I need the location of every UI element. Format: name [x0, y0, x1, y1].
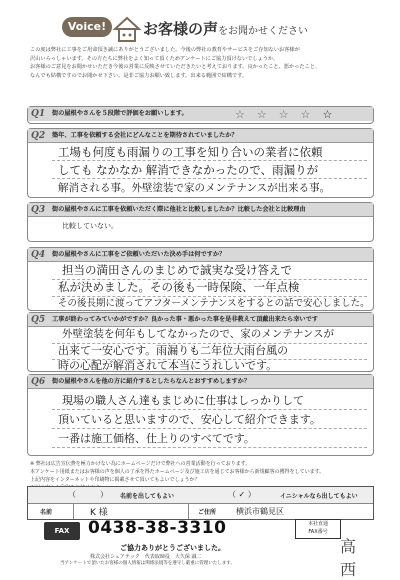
- company-info: 株式会社シェアテック 代表取締役 大久保 誠二: [90, 554, 202, 560]
- privacy-notice: 当アンケートで頂いたお客様の個人情報は関係法規等を遵守し厳重に管理いたします。: [60, 561, 235, 566]
- answer-line: 私が決めました。その後も一時保険、一年点検: [58, 280, 300, 294]
- answer-line: 比較していない。: [62, 222, 118, 230]
- name-label: 名前: [40, 509, 53, 516]
- publish-consent-box: [27, 486, 374, 520]
- question-2: Q2 築年、工事を依頼する会社にどんなことを期待されていましたか？ 工場も何度も雨漏りの工事を知り合いの業者に依頼 しても なかなか 解消できなかったので、雨漏りが 解消される事。外壁塗装で家のメンテナンスが出来る事。: [27, 128, 374, 198]
- answer-line: 工場も何度も雨漏りの工事を知り合いの業者に依頼: [58, 145, 323, 159]
- answer-line: 解消される事。外壁塗装で家のメンテナンスが出来る事。: [58, 182, 331, 194]
- star-icon: ☆: [256, 108, 279, 121]
- address-value: 横浜市鶴見区: [236, 507, 284, 516]
- answer-line: 担当の満田さんのまじめで誠実な受け答えで: [62, 263, 292, 277]
- answer-line: 出来て一安心です。雨漏りも二年位大雨台風の: [58, 344, 289, 357]
- answer-line: しても なかなか 解消できなかったので、雨漏りが: [58, 163, 319, 177]
- answer-line: その後長期に渡ってアフターメンテナンスをするとの話で安心しました。: [58, 298, 370, 309]
- answer-line: 現場の職人さん達もまじめに仕事はしっかりして: [62, 394, 304, 407]
- house-icon: [112, 14, 142, 44]
- answer-line: 時の心配が解消されて本当にうれしいです。: [58, 359, 278, 372]
- question-1: Q1 街の屋根やさんを５段階で評価をお願いします。 ☆☆☆☆☆: [27, 106, 374, 124]
- thanks-text: ご協力ありがとうございました。: [120, 544, 225, 552]
- hanko-stamp: 高西: [340, 537, 357, 579]
- fax-label: 本社直通 FAX番号: [295, 519, 341, 539]
- star-icon: ☆: [322, 108, 345, 121]
- star-icon: ☆: [235, 108, 257, 121]
- star-icon: ☆: [278, 108, 301, 121]
- answer-line: 頂いていると思いますので、安心して紹介できます。: [58, 413, 321, 426]
- option-name-ok: 名前を出してもよい: [120, 493, 175, 500]
- choice-paren-checked[interactable]: （ ✓ ）: [228, 490, 256, 499]
- voice-badge: Voice!: [62, 17, 112, 37]
- option-initial-ok: イニシャルなら出してもよい: [280, 493, 358, 500]
- answer-line: 外壁塗装を何年もしてなかったので、家のメンテナンスが: [62, 328, 334, 340]
- intro-text: この度は弊社に工事をご用命頂き誠にありがとうございました。今後の弊社の教育やサービスをご存知ないお客様が 沢山いらっしゃいます。その方たちに弊社をよく知って頂くためアンケートにご協力頂けないでしょうか。 お客様のご意見をお聞かせいただき今後の営業に反映させていただきたいと考えております。良かったこと、悪かったこと、 なんでも結構ですのでお聞かせ下さい。是非ご協力お願い致します。出来る範囲で結構です。: [30, 47, 321, 79]
- question-6: Q6 街の屋根やさんを他の方に紹介するとしたらなんとおすすめしますか？ 現場の職人さん達もまじめに仕事はしっかりして 頂いていると思いますので、安心して紹介できます。 一番は施工価格、仕上りのすべてです。: [27, 374, 374, 456]
- question-4: Q4 街の屋根やさんに工事をご依頼いただいた決め手は何ですか？ 担当の満田さんのまじめで誠実な受け答えで 私が決めました。その後も一時保険、一年点検 その後長期に渡ってアフターメンテナンスをするとの話で安心しました。: [27, 247, 374, 311]
- rating-stars[interactable]: [235, 108, 344, 121]
- question-5: Q5 工事が終わってみていかがですか？良かった事・悪かった事を是非教えて頂戴出来たら幸いです 外壁塗装を何年もしてなかったので、家のメンテナンスが 出来て一安心です。雨漏りも二年位大雨台風の 時の心配が解消されて本当にうれしいです。: [27, 312, 374, 372]
- fax-number: 0438-38-3310: [88, 518, 227, 538]
- address-label: ご住所: [198, 509, 217, 516]
- footnotes: ※ 弊社は広告宣伝費を極力かけない為にホームページだけで弊社への営業活動を行っております。 本アンケート用紙またはお客様の声を個人の了承を得たホームページ及び施工店を通じてお客様から新規顧客の獲得をしています。 上記内容をインターネットや印刷物に掲載させて頂いてもよいでしょうか？: [30, 461, 325, 483]
- question-3: Q3 街の屋根やさんに工事を依頼いただく際に他社と比較しましたか？比較した会社と比較理由 比較していない。: [27, 202, 374, 242]
- star-icon: ☆: [300, 108, 323, 121]
- fax-badge: FAX: [44, 522, 80, 540]
- page-title: お客様の声をお聞かせください: [143, 20, 309, 38]
- name-value: K 様: [90, 508, 108, 518]
- answer-line: 一番は施工価格、仕上りのすべてです。: [58, 432, 255, 445]
- choice-paren[interactable]: （ ）: [68, 490, 108, 499]
